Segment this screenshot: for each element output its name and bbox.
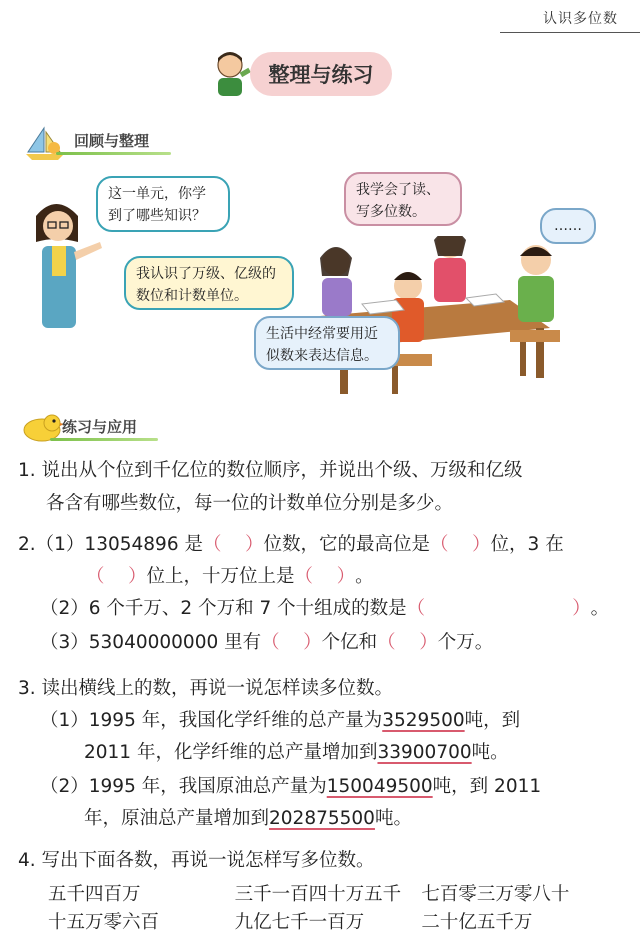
q2-p2-text-a: （2）6 个千万、2 个万和 7 个十组成的数是 <box>40 598 407 619</box>
q3-part2-line2 <box>84 804 412 834</box>
q4-item: 五千四百万 <box>48 884 141 905</box>
q1-line2: 各含有哪些数位，每一位的计数单位分别是多少。 <box>46 493 454 514</box>
q2-p1-text-b: 位数，它的最高位是 <box>263 534 431 555</box>
q2-part2 <box>40 594 609 624</box>
q4-item: 九亿七千一百万 <box>234 912 365 933</box>
answer-blank[interactable]: （ ） <box>261 632 322 653</box>
q2-p1-text-d: 位上，十万位上是 <box>146 566 295 587</box>
section-review-underline <box>56 152 171 155</box>
answer-blank[interactable]: （ ） <box>294 566 356 587</box>
q3-p2-text-c: 年，原油总产量增加到 <box>84 808 270 829</box>
bubble-teacher: 这一单元，你学到了哪些知识？ <box>96 176 230 232</box>
answer-blank[interactable]: （ ） <box>202 534 264 555</box>
q2-p1-text-c: 位，3 在 <box>490 534 564 555</box>
q2-p1-text-a: 2.（1）13054896 是 <box>18 534 203 555</box>
answer-blank[interactable]: （ ） <box>430 534 491 555</box>
underlined-number: 3529500 <box>382 710 465 731</box>
section-review-title: 回顾与整理 <box>74 132 150 150</box>
q3-stem: 3. 读出横线上的数，再说一说怎样读多位数。 <box>18 678 394 699</box>
q3-p1-text-b: 吨，到 <box>464 710 521 731</box>
q2-p2-text-b: 。 <box>590 598 610 619</box>
underlined-number: 33900700 <box>377 742 472 763</box>
chapter-header: 认识多位数 <box>543 11 618 27</box>
q3-p2-text-a: （2）1995 年，我国原油总产量为 <box>40 776 327 797</box>
q2-p1-text-e: 。 <box>355 566 374 587</box>
teacher-illustration <box>16 196 106 336</box>
q1-line1: 1. 说出从个位到千亿位的数位顺序，并说出个级、万级和亿级 <box>18 460 523 481</box>
section-practice-underline <box>50 438 158 441</box>
q3-p2-text-d: 吨。 <box>374 808 412 829</box>
q4-item: 十五万零六百 <box>48 912 160 933</box>
q3-part1-line1 <box>40 706 520 736</box>
page-title: 整理与练习 <box>250 52 392 96</box>
bubble-boy-right: …… <box>540 208 596 244</box>
bubble-girl-left: 我认识了万级、亿级的数位和计数单位。 <box>124 256 294 310</box>
q2-p3-text-c: 个万。 <box>437 632 494 653</box>
answer-blank[interactable]: （ ） <box>86 566 147 587</box>
q3-part2-line1 <box>40 772 541 802</box>
boy-mascot-icon <box>206 48 254 100</box>
q3-p2-text-b: 吨，到 2011 <box>432 776 542 797</box>
q2-part1-line2 <box>86 562 374 592</box>
q4-item: 三千一百四十万五千 <box>234 884 402 905</box>
section-practice-title: 练习与应用 <box>62 418 138 436</box>
q4-row-1 <box>48 880 608 906</box>
q3-p1-text-c: 2011 年，化学纤维的总产量增加到 <box>84 742 378 763</box>
q3-p1-text-a: （1）1995 年，我国化学纤维的总产量为 <box>40 710 383 731</box>
q4-row-2 <box>48 908 608 934</box>
answer-blank[interactable]: （ ） <box>377 632 438 653</box>
q3-part1-line2 <box>84 738 509 768</box>
q2-p3-text-b: 个亿和 <box>321 632 378 653</box>
q2-part3 <box>40 628 493 658</box>
q4-stem: 4. 写出下面各数，再说一说怎样写多位数。 <box>18 850 375 871</box>
q4-item: 二十亿五千万 <box>421 912 533 933</box>
bubble-girl-pink: 我学会了读、写多位数。 <box>344 172 462 226</box>
q3-p1-text-d: 吨。 <box>471 742 509 763</box>
answer-blank[interactable]: （ ） <box>406 598 591 619</box>
header-divider <box>500 32 640 33</box>
q4-item: 七百零三万零八十 <box>421 884 570 905</box>
underlined-number: 150049500 <box>326 776 433 797</box>
q2-part1-line1 <box>18 530 564 560</box>
q2-p3-text-a: （3）53040000000 里有 <box>40 632 262 653</box>
underlined-number: 202875500 <box>269 808 375 829</box>
bubble-boy-center: 生活中经常要用近似数来表达信息。 <box>254 316 400 370</box>
